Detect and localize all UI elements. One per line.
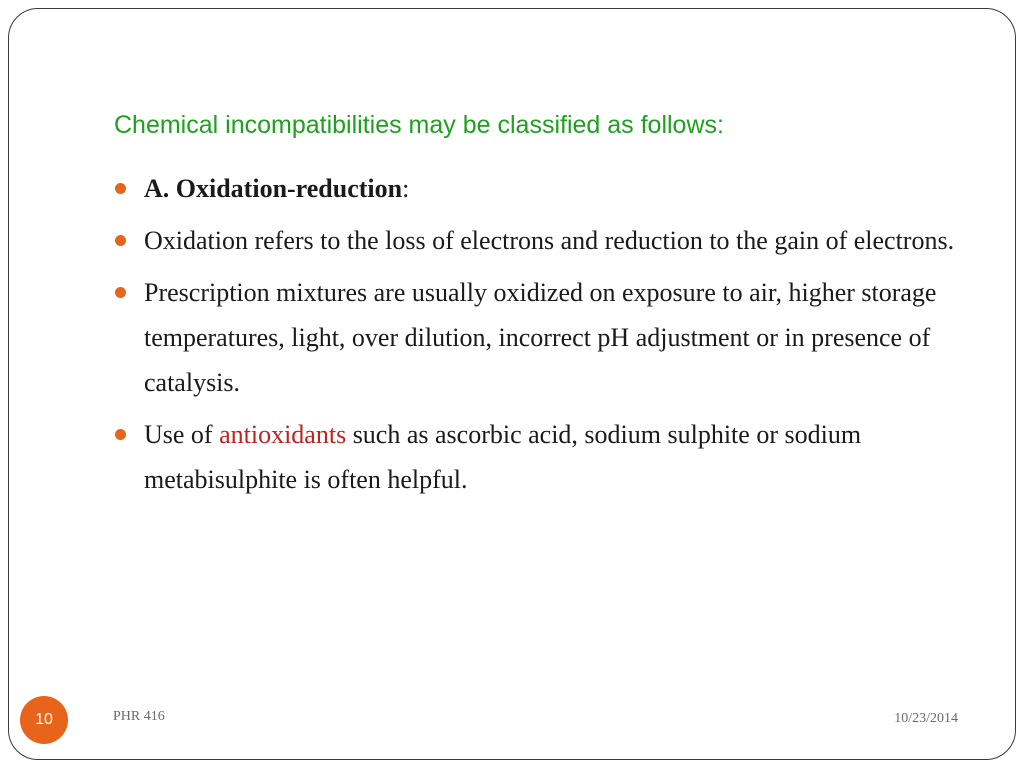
bullet-dot-icon	[115, 429, 126, 440]
bullet-text-prefix: Use of	[144, 420, 220, 449]
bullet-heading-colon: :	[402, 174, 410, 203]
footer-course: PHR 416	[113, 709, 165, 724]
bullet-item-oxidation-causes	[112, 270, 972, 405]
bullet-text: Oxidation refers to the loss of electrons and reduction to the gain of electrons.	[144, 226, 955, 255]
bullet-item-definition	[112, 218, 972, 263]
antioxidants-highlight: antioxidants	[219, 420, 347, 449]
bullet-text: Prescription mixtures are usually oxidized on exposure to air, higher storage temperatures, light, over dilution, incorrect pH adjustment or in presence of catalysis.	[144, 278, 937, 397]
bullet-text-suffix: such as ascorbic acid, sodium sulphite or sodium metabisulphite is often helpful.	[144, 420, 862, 494]
bullet-dot-icon	[115, 287, 126, 298]
footer-date: 10/23/2014	[894, 711, 958, 726]
bullet-item-oxidation-reduction	[112, 166, 972, 211]
page-number-badge: 10	[20, 696, 68, 744]
bullet-item-antioxidants	[112, 412, 972, 502]
slide-content	[112, 166, 972, 509]
bullet-dot-icon	[115, 235, 126, 246]
slide-title: Chemical incompatibilities may be classified as follows:	[114, 111, 724, 139]
bullet-heading: A. Oxidation-reduction	[144, 174, 403, 203]
bullet-dot-icon	[115, 183, 126, 194]
